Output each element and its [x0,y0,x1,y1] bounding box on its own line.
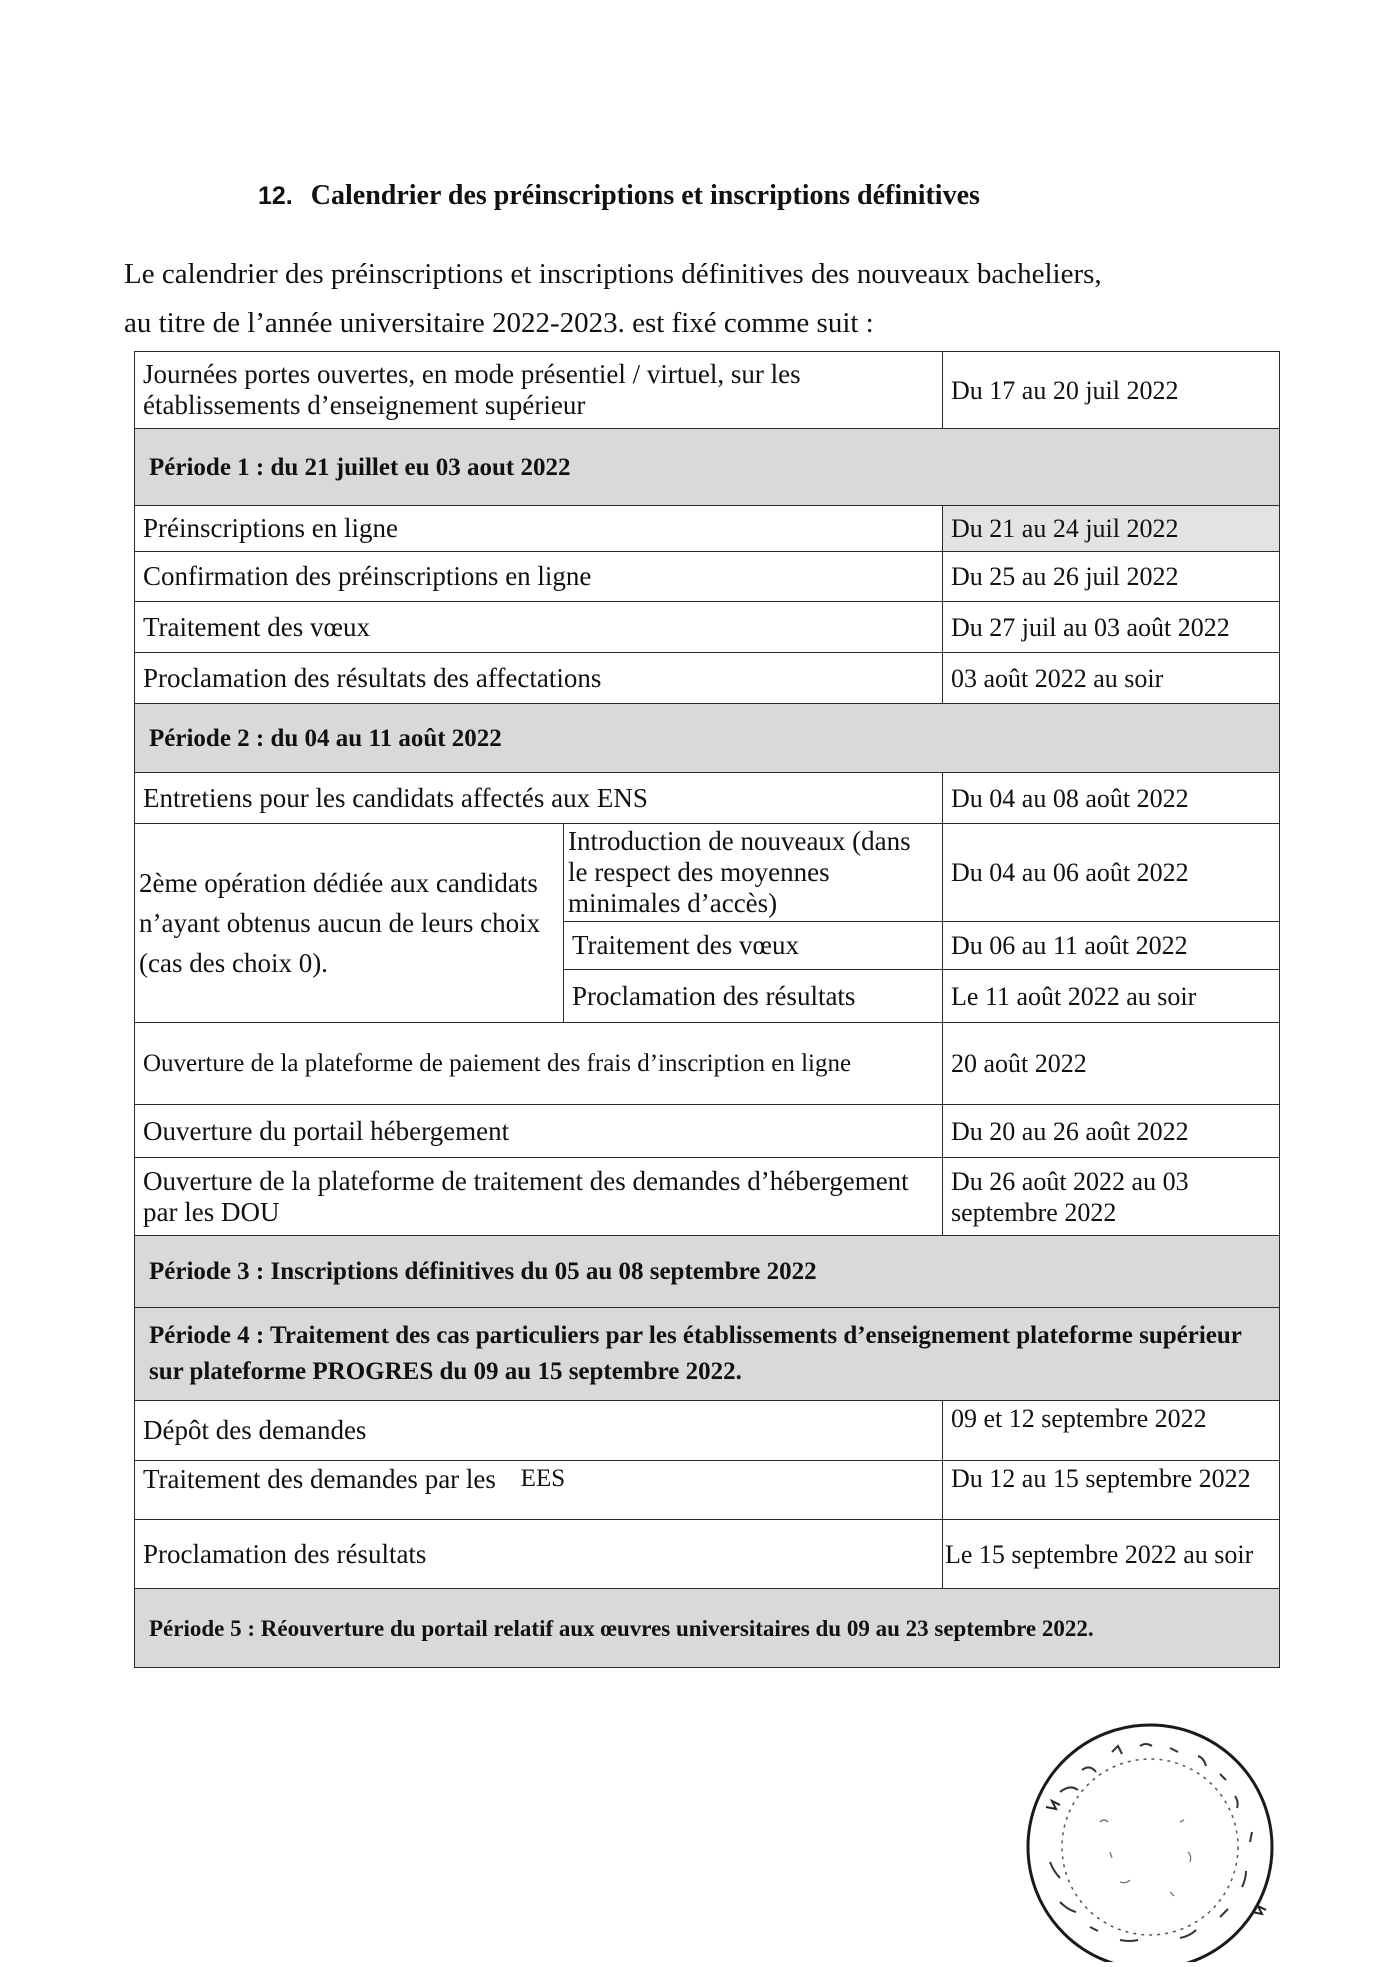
row-label: Proclamation des résultats [135,1520,943,1589]
sub-row-date: Du 06 au 11 août 2022 [943,922,1280,970]
row-label-cell [135,1461,943,1520]
row-label: Dépôt des demandes [135,1401,943,1461]
table-row [135,1461,1280,1520]
open-days-label: Journées portes ouvertes, en mode présentiel / virtuel, sur les établissements d’enseignement supérieur [135,352,943,429]
ens-date: Du 04 au 08 août 2022 [943,773,1280,824]
period-1-header [135,429,1280,506]
section-number: 12. [258,182,293,210]
table-row [135,1158,1280,1236]
row-date: Du 27 juil au 03 août 2022 [943,602,1280,653]
table-row [135,506,1280,552]
period-1-label: Période 1 : du 21 juillet eu 03 aout 2022 [135,429,1280,506]
sub-row-label: Introduction de nouveaux (dans le respect des moyennes minimales d’accès) [564,824,943,922]
table-row [135,1023,1280,1105]
housing-label: Ouverture du portail hébergement [135,1105,943,1158]
section-heading [258,180,980,212]
period-5-label: Période 5 : Réouverture du portail relatif aux œuvres universitaires du 09 au 23 septembre 2022. [135,1589,1280,1668]
sub-row-label: Traitement des vœux [564,922,943,970]
row-date: 09 et 12 septembre 2022 [943,1401,1280,1461]
row-date: Du 25 au 26 juil 2022 [943,552,1280,602]
table-row [135,824,1280,922]
sub-row-date: Du 04 au 06 août 2022 [943,824,1280,922]
row-date: Du 12 au 15 septembre 2022 [943,1461,1280,1520]
row-label: Traitement des demandes par les [143,1464,496,1494]
table-row [135,653,1280,704]
payment-date: 20 août 2022 [943,1023,1280,1105]
period-3-label: Période 3 : Inscriptions définitives du 05 au 08 septembre 2022 [135,1236,1280,1308]
period-5-header [135,1589,1280,1668]
row-date: Le 15 septembre 2022 au soir [943,1520,1280,1589]
row-date: 03 août 2022 au soir [943,653,1280,704]
housing-date: Du 20 au 26 août 2022 [943,1105,1280,1158]
table-row [135,602,1280,653]
row-label: Préinscriptions en ligne [135,506,943,552]
table-row [135,1520,1280,1589]
intro-line-1: Le calendrier des préinscriptions et inscriptions définitives des nouveaux bacheliers, [124,258,1102,290]
row-label: Confirmation des préinscriptions en ligne [135,552,943,602]
section-title: Calendrier des préinscriptions et inscriptions définitives [310,180,980,211]
open-days-date: Du 17 au 20 juil 2022 [943,352,1280,429]
period-2-label: Période 2 : du 04 au 11 août 2022 [135,704,1280,773]
period-4-label: Période 4 : Traitement des cas particuliers par les établissements d’enseignement plateforme supérieur sur plateforme PROGRES du 09 au 15 septembre 2022. [135,1308,1280,1401]
sub-row-label: Proclamation des résultats [564,970,943,1023]
row-date: Du 21 au 24 juil 2022 [943,506,1280,552]
official-seal-stamp-icon [1020,1712,1290,1967]
intro-paragraph [124,250,1304,348]
row-label: Proclamation des résultats des affectations [135,653,943,704]
row-label: Traitement des vœux [135,602,943,653]
period-2-header [135,704,1280,773]
table-row [135,352,1280,429]
dou-date: Du 26 août 2022 au 03 septembre 2022 [943,1158,1280,1236]
payment-label: Ouverture de la plateforme de paiement des frais d’inscription en ligne [135,1023,943,1105]
dou-label: Ouverture de la plateforme de traitement des demandes d’hébergement par les DOU [135,1158,943,1236]
table-row [135,773,1280,824]
table-row [135,1105,1280,1158]
intro-line-2: au titre de l’année universitaire 2022-2023. est fixé comme suit : [124,307,874,339]
ens-label: Entretiens pour les candidats affectés aux ENS [135,773,943,824]
table-row [135,1401,1280,1461]
calendar-table [134,351,1280,1668]
table-row [135,552,1280,602]
row-label-suffix: EES [520,1465,566,1492]
sub-row-date: Le 11 août 2022 au soir [943,970,1280,1023]
period-3-header [135,1236,1280,1308]
period-4-header [135,1308,1280,1401]
second-operation-label: 2ème opération dédiée aux candidats n’ayant obtenus aucun de leurs choix (cas des choix 0). [135,824,564,1023]
